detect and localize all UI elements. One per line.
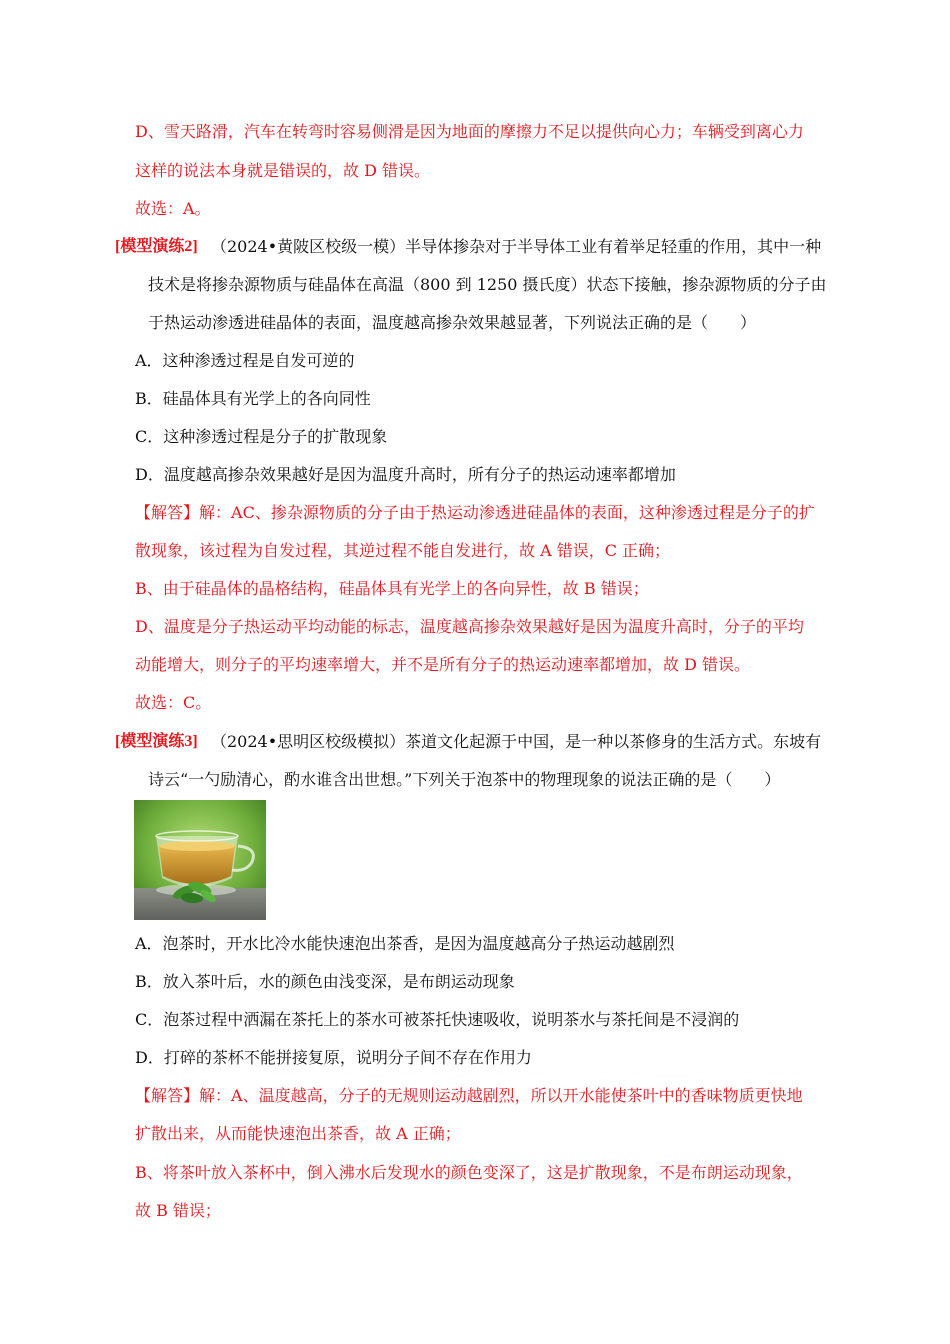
answer-line: 故 B 错误； [135,1201,221,1220]
answer-tag: 【解答】 [135,503,200,522]
option-d: D．打碎的茶杯不能拼接复原，说明分子间不存在作用力 [135,1048,532,1067]
option-c: C．泡茶过程中洒漏在茶托上的茶水可被茶托快速吸收，说明茶水与茶托间是不浸润的 [135,1010,740,1029]
answer-line [135,502,815,524]
option-d: D．温度越高掺杂效果越好是因为温度升高时，所有分子的热运动速率都增加 [135,465,676,484]
answer-line: B、将茶叶放入茶杯中，倒入沸水后发现水的颜色变深了，这是扩散现象，不是布朗运动现象， [135,1163,803,1182]
question-stem: （2024•思明区校级模拟）茶道文化起源于中国，是一种以茶修身的生活方式。东坡有 [211,732,822,751]
option-c: C．这种渗透过程是分子的扩散现象 [135,427,388,446]
option-a: A．泡茶时，开水比冷水能快速泡出茶香，是因为温度越高分子热运动越剧烈 [135,934,675,953]
answer-text: 解：AC、掺杂源物质的分子由于热运动渗透进硅晶体的表面，这种渗透过程是分子的扩 [199,503,815,522]
answer-text: 解：A、温度越高，分子的无规则运动越剧烈，所以开水能使茶叶中的香味物质更快地 [199,1086,803,1105]
tea-cup-image [134,800,266,920]
question-stem: 技术是将掺杂源物质与硅晶体在高温（800 到 1250 摄氏度）状态下接触，掺杂源物质的分子由 [148,275,827,294]
option-a: A．这种渗透过程是自发可逆的 [135,351,355,370]
answer-line: 扩散出来，从而能快速泡出茶香，故 A 正确； [135,1124,461,1143]
answer-line: D、雪天路滑，汽车在转弯时容易侧滑是因为地面的摩擦力不足以提供向心力；车辆受到离心力 [135,122,804,141]
answer-choice: 故选：A。 [135,199,211,218]
answer-line: 这样的说法本身就是错误的，故 D 错误。 [135,161,431,180]
answer-line: B、由于硅晶体的晶格结构，硅晶体具有光学上的各向异性，故 B 错误； [135,579,649,598]
answer-line: 散现象，该过程为自发过程，其逆过程不能自发进行，故 A 错误，C 正确； [135,541,671,560]
question-stem: 于热运动渗透进硅晶体的表面，温度越高掺杂效果越显著，下列说法正确的是（ ） [148,313,757,332]
answer-line: 动能增大，则分子的平均速率增大，并不是所有分子的热运动速率都增加，故 D 错误。 [135,655,751,674]
answer-line [135,1085,803,1107]
option-b: B．硅晶体具有光学上的各向同性 [135,389,371,408]
question-stem: 诗云“一勺励清心，酌水谁含出世想。”下列关于泡茶中的物理现象的说法正确的是（ ） [148,770,781,789]
question-stem: （2024•黄陂区校级一模）半导体掺杂对于半导体工业有着举足轻重的作用，其中一种 [211,237,822,256]
answer-line: D、温度是分子热运动平均动能的标志，温度越高掺杂效果越好是因为温度升高时，分子的平均 [135,617,804,636]
option-b: B．放入茶叶后，水的颜色由浅变深，是布朗运动现象 [135,972,515,991]
answer-tag: 【解答】 [135,1086,200,1105]
question-label: [模型演练3] [115,733,198,750]
question-label: [模型演练2] [115,238,198,255]
answer-choice: 故选：C。 [135,693,212,712]
